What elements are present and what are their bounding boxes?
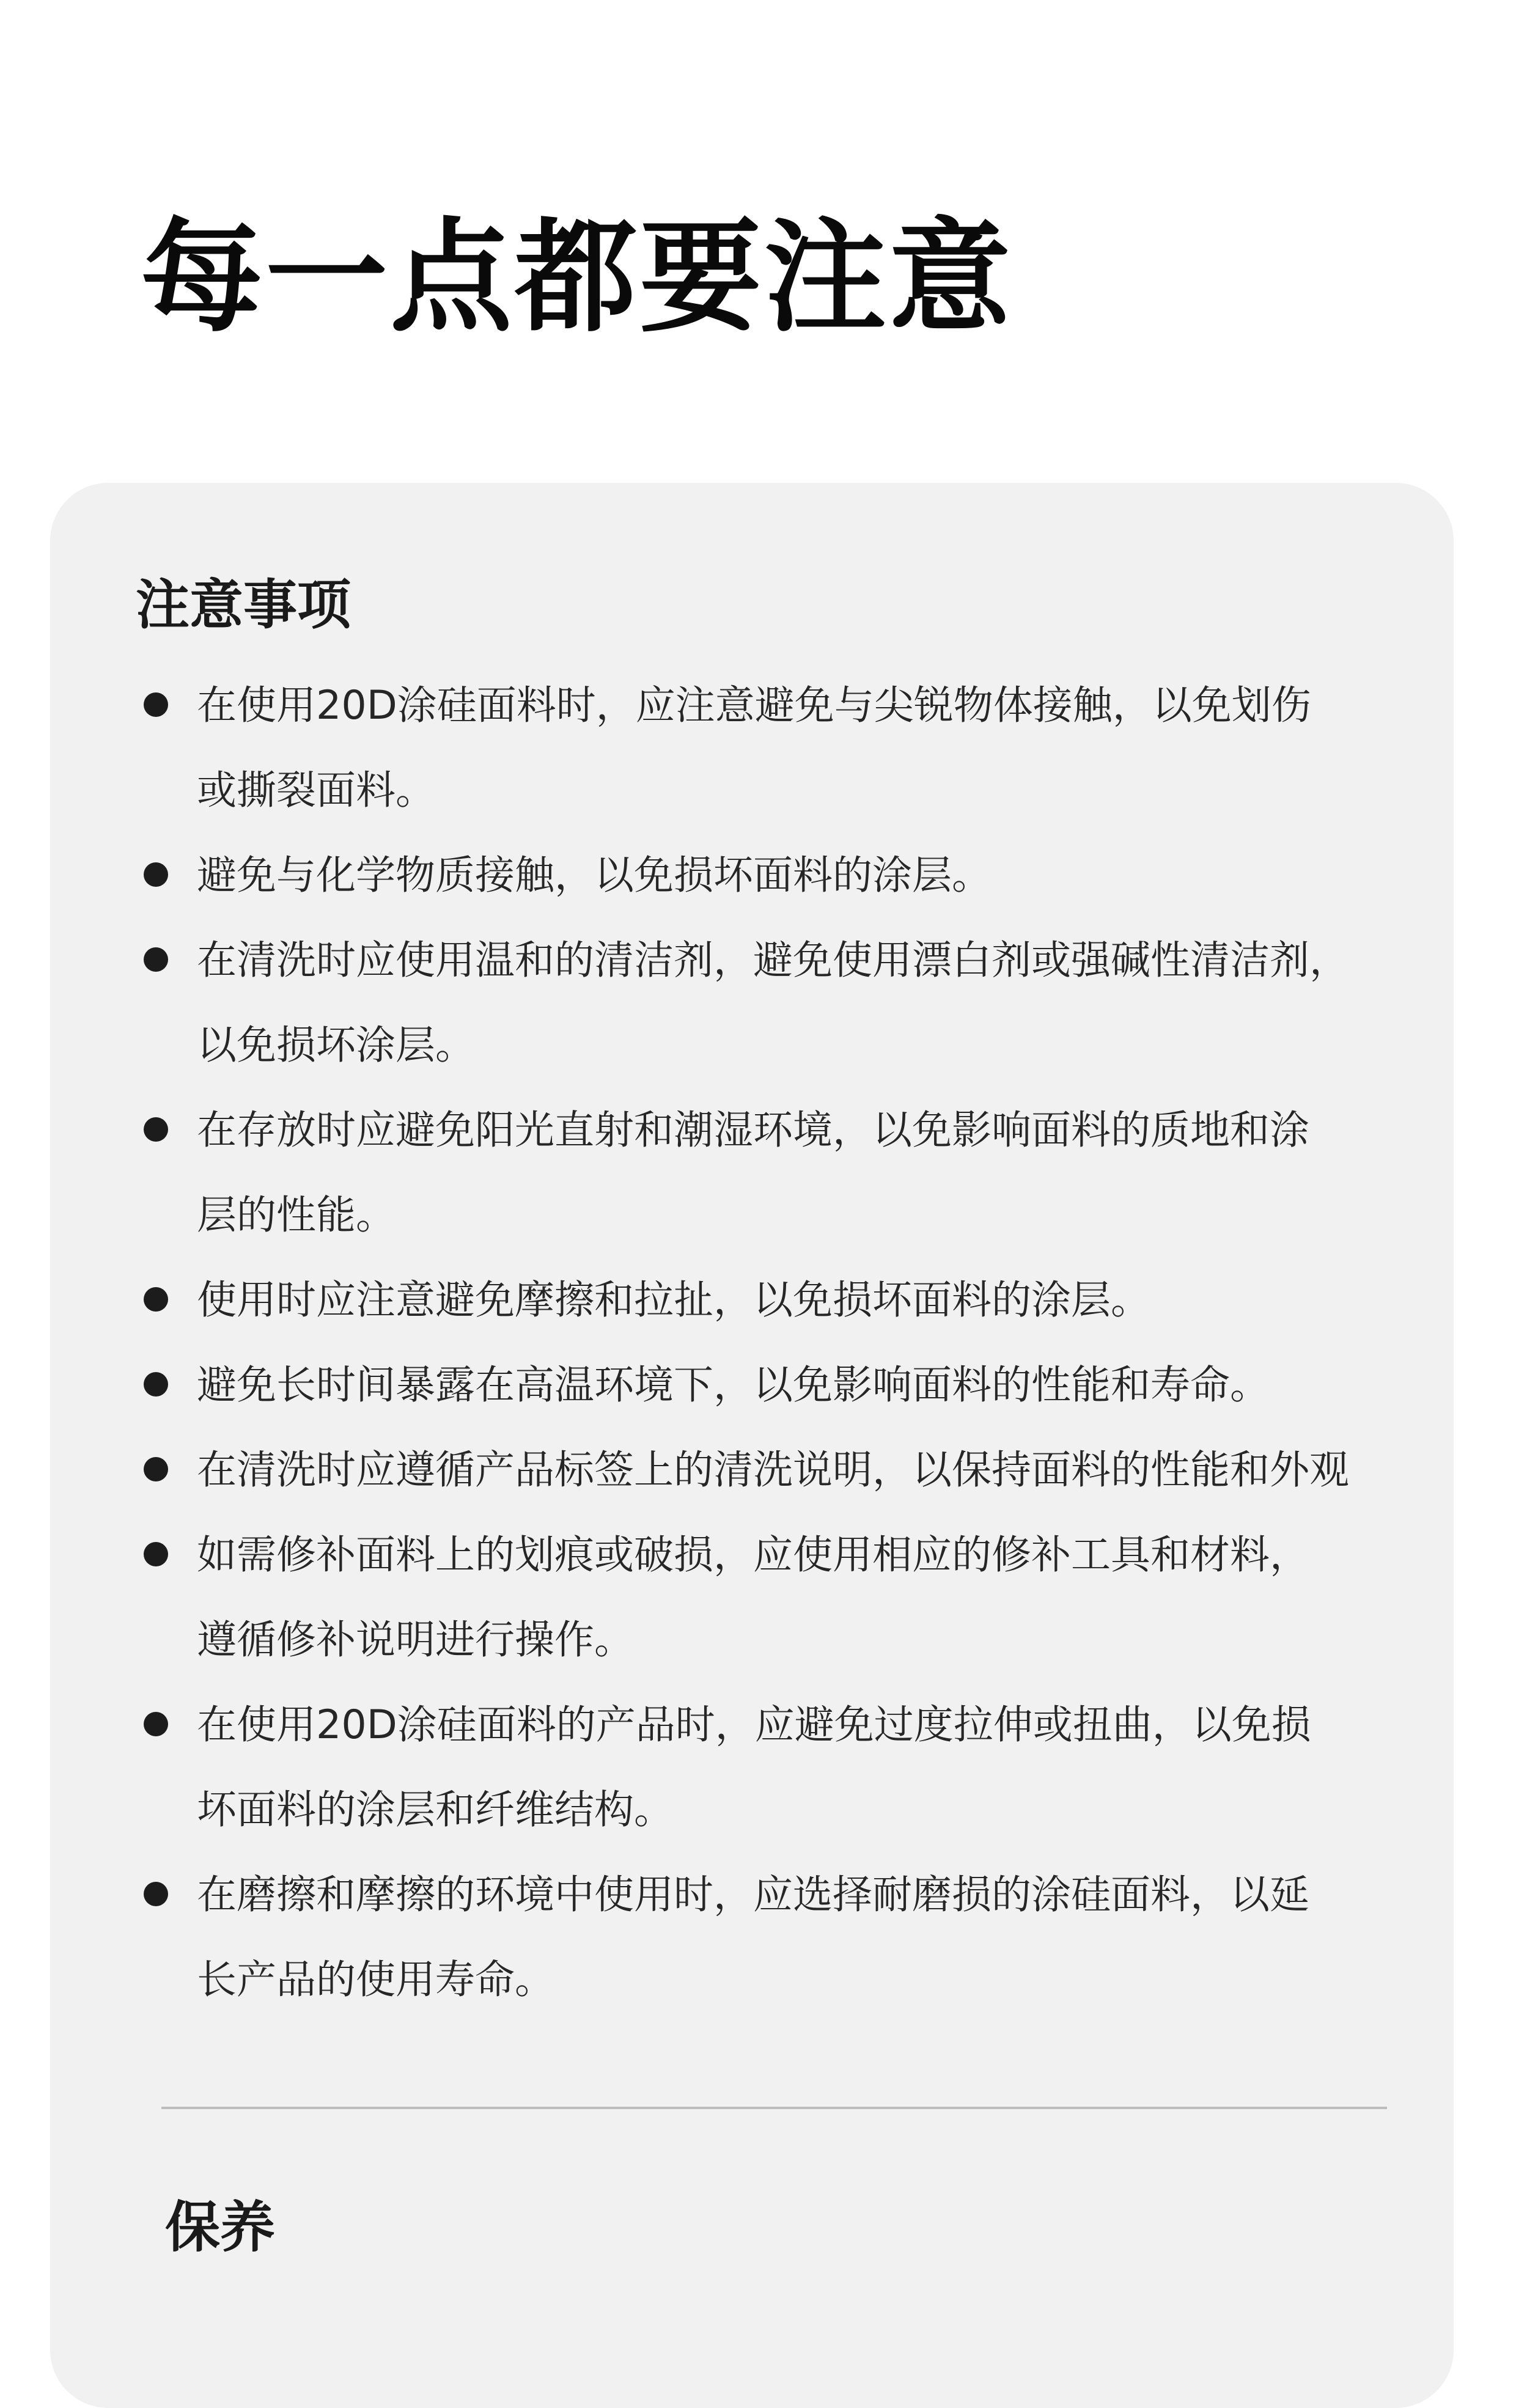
page-title: 每一点都要注意: [141, 207, 1014, 349]
note-line: 在使用20D涂硅面料的产品时，应避免过度拉伸或扭曲，以免损: [197, 1702, 1311, 1748]
bullet-icon: [144, 1372, 168, 1397]
info-card: [50, 483, 1454, 2408]
note-item: [50, 918, 1454, 1088]
care-heading: 保养: [165, 2195, 275, 2259]
note-line: 在清洗时应使用温和的清洁剂，避免使用漂白剂或强碱性清洁剂，: [197, 938, 1350, 983]
note-item: [50, 1088, 1454, 1258]
bullet-icon: [144, 862, 168, 887]
bullet-icon: [144, 1457, 168, 1481]
note-item: [50, 1258, 1454, 1343]
note-item: [50, 663, 1454, 833]
note-line: 避免长时间暴露在高温环境下，以免影响面料的性能和寿命。: [197, 1362, 1270, 1408]
note-line: 长产品的使用寿命。: [197, 1957, 555, 2003]
note-line: 遵循修补说明进行操作。: [197, 1617, 635, 1663]
note-line: 在使用20D涂硅面料时，应注意避免与尖锐物体接触，以免划伤: [197, 683, 1311, 729]
bullet-icon: [144, 1117, 168, 1142]
note-line: 使用时应注意避免摩擦和拉扯，以免损坏面料的涂层。: [197, 1277, 1151, 1323]
note-item: [50, 1343, 1454, 1428]
note-item: [50, 833, 1454, 918]
bullet-icon: [144, 692, 168, 717]
bullet-icon: [144, 1287, 168, 1312]
note-item: [50, 1852, 1454, 2022]
note-line: 在磨擦和摩擦的环境中使用时，应选择耐磨损的涂硅面料，以延: [197, 1872, 1310, 1918]
note-line: 如需修补面料上的划痕或破损，应使用相应的修补工具和材料，: [197, 1532, 1310, 1578]
notes-heading: 注意事项: [136, 573, 351, 636]
notes-list: [50, 663, 1454, 2022]
note-item: [50, 1683, 1454, 1852]
note-line: 避免与化学物质接触，以免损坏面料的涂层。: [197, 853, 992, 898]
section-divider: [161, 2107, 1387, 2109]
note-item: [50, 1428, 1454, 1513]
note-line: 坏面料的涂层和纤维结构。: [197, 1787, 674, 1833]
note-line: 在存放时应避免阳光直射和潮湿环境，以免影响面料的质地和涂: [197, 1107, 1310, 1153]
note-line: 层的性能。: [197, 1192, 396, 1238]
note-line: 在清洗时应遵循产品标签上的清洗说明，以保持面料的性能和外观: [197, 1447, 1350, 1493]
bullet-icon: [144, 1542, 168, 1566]
note-item: [50, 1513, 1454, 1683]
bullet-icon: [144, 1712, 168, 1736]
note-line: 以免损坏涂层。: [197, 1022, 476, 1068]
note-line: 或撕裂面料。: [197, 768, 436, 813]
bullet-icon: [144, 947, 168, 972]
bullet-icon: [144, 1882, 168, 1906]
